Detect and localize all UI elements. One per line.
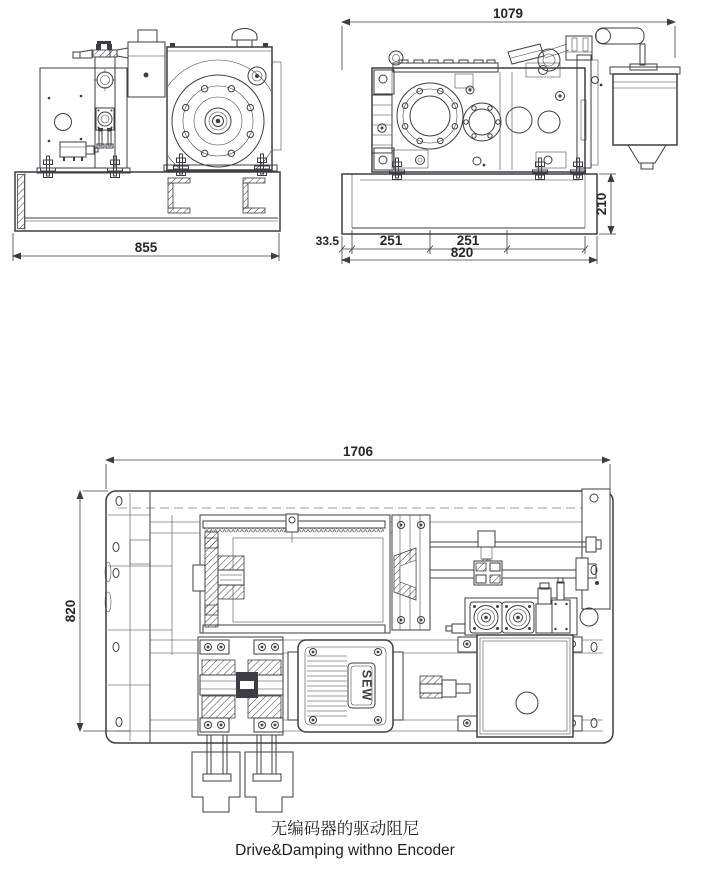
- caption-english: Drive&Damping withno Encoder: [235, 842, 455, 859]
- dim-label-1079: 1079: [492, 6, 524, 21]
- plan-sew-motor: [288, 640, 470, 732]
- dimension-1079: [342, 6, 675, 70]
- plan-bearing-pedestal: [392, 515, 430, 630]
- dimension-base-rows: [316, 230, 597, 264]
- front-view: [13, 29, 281, 262]
- dim-label-855: 855: [134, 240, 158, 255]
- relief-valve: [557, 582, 564, 600]
- side-damper-lever: [508, 28, 657, 71]
- dimension-855: [13, 233, 279, 261]
- side-flange-holes: [402, 88, 457, 143]
- side-motor: [577, 55, 680, 169]
- plan-view: [63, 444, 613, 812]
- front-base: [15, 154, 280, 231]
- dim-label-251a: 251: [379, 233, 403, 248]
- caption-chinese: 无编码器的驱动阻尼: [270, 820, 420, 838]
- plan-pump-unit: [446, 578, 577, 635]
- valve-cylinder: [538, 588, 551, 604]
- motor-brand-label: SEW: [359, 669, 374, 702]
- plan-gear-housing: [193, 514, 390, 633]
- dim-label-820-base: 820: [450, 245, 474, 260]
- dim-label-251b: 251: [456, 233, 480, 248]
- motor-funnel: [628, 145, 666, 163]
- dim-label-210: 210: [594, 192, 609, 216]
- side-view: [316, 6, 680, 264]
- plan-anchor-feet: [192, 735, 293, 812]
- dimension-1706: [106, 444, 610, 492]
- dim-label-1706: 1706: [342, 444, 374, 459]
- dimension-820-depth: [63, 491, 130, 731]
- plan-damper: [198, 637, 283, 735]
- side-base: [342, 174, 597, 234]
- side-gearbox: [372, 51, 602, 180]
- front-valve-column: [73, 41, 117, 168]
- caption: [235, 819, 455, 859]
- front-gearbox: [110, 29, 281, 183]
- dim-label-33-5: 33.5: [315, 234, 339, 248]
- plan-shafts: [430, 531, 601, 590]
- dim-label-820-depth: 820: [63, 599, 78, 623]
